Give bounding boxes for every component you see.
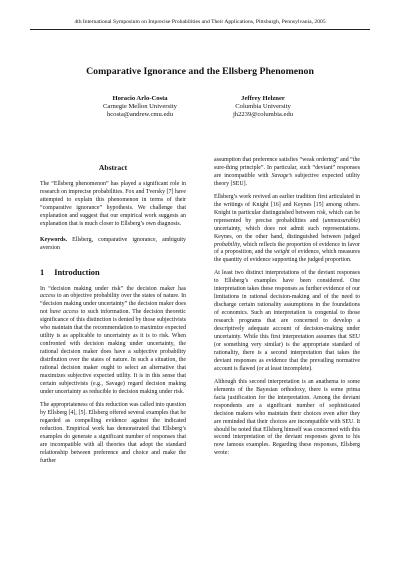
section-number: 1: [40, 267, 45, 277]
author-affiliation: Carnegie Mellon University: [103, 103, 177, 111]
author-name: Horacio Arlo-Costa: [112, 95, 168, 102]
intro-paragraph-2: The appropriateness of this reduction was called into question by Ellsberg [4], [5]. Ellsberg offered several examples that he regarded as compelling evidence against the indicated reduction. Empirical work has demonstrated that Ellsberg’s examples do generate a significant number of responses that are incompatible with all theories that adopt the standard relationship between preference and choice and make the further: [40, 401, 186, 464]
header-rule: [30, 29, 370, 30]
author-name: Jeffrey Helzner: [241, 95, 285, 102]
section-heading: [40, 269, 186, 277]
author-block-2: [188, 95, 338, 120]
author-email: jh2239@columbia.edu: [232, 111, 294, 119]
abstract-heading: Abstract: [98, 163, 128, 172]
author-affiliation: Columbia University: [235, 103, 291, 111]
left-column: [40, 164, 186, 471]
keywords-label: Keywords.: [40, 236, 67, 243]
intro-paragraph-1: In “decision making under risk” the decision maker has access to an objective probability over the states of nature. In “decision making under uncertainty” the decision maker does not have access to such information. The decision theoretic significance of this distinction is denied by those subjectivists who maintain that the recommendation to maximize expected utility is as applicable to uncertainty as it is to risk. When confronted with decision making under uncertainty, the rational decision maker does have a subjective probability distribution over the states of nature. In such a situation, the rational decision maker ought to select an alternative that maximizes subjective expected utility. It is in this sense that certain subjectivists (e.g., Savage) regard decision making under uncertainty as reducible to decision making under risk.: [40, 285, 186, 395]
right-paragraph-1: assumption that preference satisfies “weak ordering” and “the sure-thing principle”. In particular, such “deviant” responses are incompatible with Savage’s subjective expected utility theory [SEU].: [214, 157, 360, 187]
keywords-text: Ellsberg, comparative ignorance, ambiguity aversion: [40, 236, 186, 251]
keywords: [40, 237, 186, 253]
right-paragraph-4: Although this second interpretation is an anathema to some elements of the Bayesian orthodoxy, there is some prima facia justification for the interpretation. Among the deviant respondents are a significant number of sophisticated decision makers who maintain their choices even after they are reminded that their choices are incompatible with SEU. It should be noted that Ellsberg himself was concerned with this second interpretation of the deviant responses given to his now famous examples. Regarding these responses, Ellsberg wrote:: [214, 378, 360, 457]
right-column: [214, 157, 360, 463]
running-head: 4th International Symposium on Imprecise Probabilities and Their Applications, Pittsburgh, Pennsylvania, 2005: [74, 19, 326, 25]
author-email: hcosta@andrew.cmu.edu: [106, 111, 174, 119]
abstract-text: The “Ellsberg phenomenon” has played a significant role in research on imprecise probabilities. Fox and Tversky [7] have attempted to explain this phenomenon in terms of their “comparative ignorance” hypothesis. We challenge that explanation and suggest that our empirical work suggests an explanation that is much closer to Ellsberg’s own diagnosis.: [40, 180, 186, 227]
section-title: Introduction: [54, 267, 100, 277]
right-paragraph-3: At least two distinct interpretations of the deviant responses to Ellsberg’s examples have been considered. One interpretation takes these responses as further evidence of our limitations in rational decision-making and of the need to discharge certain rationality assumptions in the foundations of economics. Such an interpretation is congenial to those research programs that are concerned to develop a descriptively adequate account of decision-making under uncertainty. While this first interpretation assumes that SEU (or something very similar) is the appropriate standard of rationality, there is a second interpretation that takes the deviant responses as evidence that the prevailing normative account is flawed (or at least incomplete).: [214, 270, 360, 372]
right-paragraph-2: Ellsberg’s work revived an earlier tradition first articulated in the writings of Knight [16] and Keynes [15] among others. Knight in particular distinguished between risk, which can be represented by precise probabilities and (unmeasurable) uncertainty, which does not admit such representations. Keynes, on the other hand, distinguished between judged probability, which reflects the proportion of evidence in favor of a proposition, and the weight of evidence, which measures the quantity of evidence supporting the judged proportion.: [214, 193, 360, 264]
paper-title: Comparative Ignorance and the Ellsberg Phenomenon: [86, 66, 314, 77]
